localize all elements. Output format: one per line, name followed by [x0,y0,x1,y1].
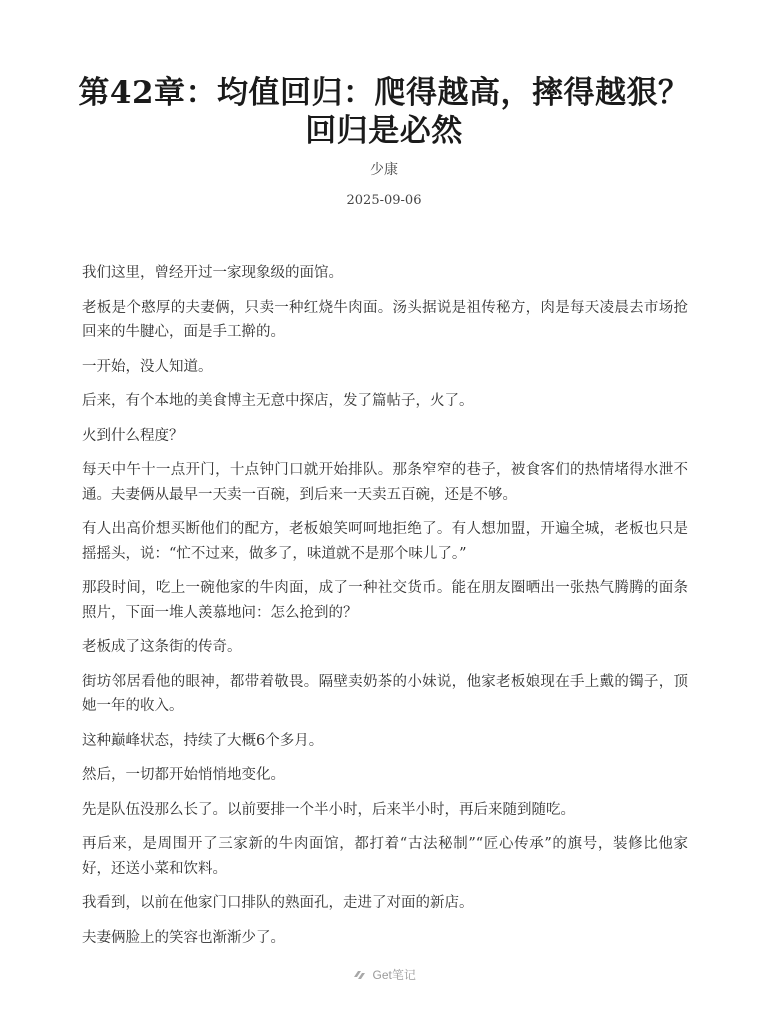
article-body [82,261,688,960]
paragraph: 火到什么程度？ [82,427,184,444]
paragraph: 后来，有个本地的美食博主无意中探店，发了篇帖子，火了。 [82,393,474,409]
paragraph: 我看到，以前在他家门口排队的熟面孔，走进了对面的新店。 [82,895,474,911]
get-notes-logo-icon [352,968,366,982]
article-title: 第42章：均值回归：爬得越高，摔得越狠？回归是必然 [78,75,690,149]
footer-watermark [0,966,768,983]
paragraph: 那段时间，吃上一碗他家的牛肉面，成了一种社交货币。能在朋友圈晒出一张热气腾腾的面条照片，下面一堆人羡慕地问：怎么抢到的？ [82,580,688,621]
paragraph: 老板成了这条街的传奇。 [82,639,242,655]
paragraph: 老板是个憨厚的夫妻俩，只卖一种红烧牛肉面。汤头据说是祖传秘方，肉是每天凌晨去市场抢回来的牛腱心，面是手工擀的。 [82,299,688,340]
paragraph: 这种巅峰状态，持续了大概6个多月。 [82,732,324,749]
paragraph: 我们这里，曾经开过一家现象级的面馆。 [82,265,343,281]
article-date: 2025-09-06 [346,193,422,208]
paragraph: 每天中午十一点开门，十点钟门口就开始排队。那条窄窄的巷子，被食客们的热情堵得水泄不通。夫妻俩从最早一天卖一百碗，到后来一天卖五百碗，还是不够。 [82,462,688,503]
article-header [0,74,768,210]
paragraph: 街坊邻居看他的眼神，都带着敬畏。隔壁卖奶茶的小妹说，他家老板娘现在手上戴的镯子，顶她一年的收入。 [82,673,688,714]
paragraph: 一开始，没人知道。 [82,358,213,375]
paragraph: 再后来，是周围开了三家新的牛肉面馆，都打着“古法秘制”“匠心传承”的旗号，装修比他家好，还送小菜和饮料。 [82,836,688,877]
paragraph: 有人出高价想买断他们的配方，老板娘笑呵呵地拒绝了。有人想加盟，开遍全城，老板也只是摇摇头，说：“忙不过来，做多了，味道就不是那个味儿了。” [82,521,688,562]
footer-brand-text: Get笔记 [372,968,416,982]
paragraph: 先是队伍没那么长了。以前要排一个半小时，后来半小时，再后来随到随吃。 [82,801,575,818]
article-author: 少康 [370,162,398,178]
paragraph: 夫妻俩脸上的笑容也渐渐少了。 [82,929,285,946]
paragraph: 然后，一切都开始悄悄地变化。 [82,767,285,783]
